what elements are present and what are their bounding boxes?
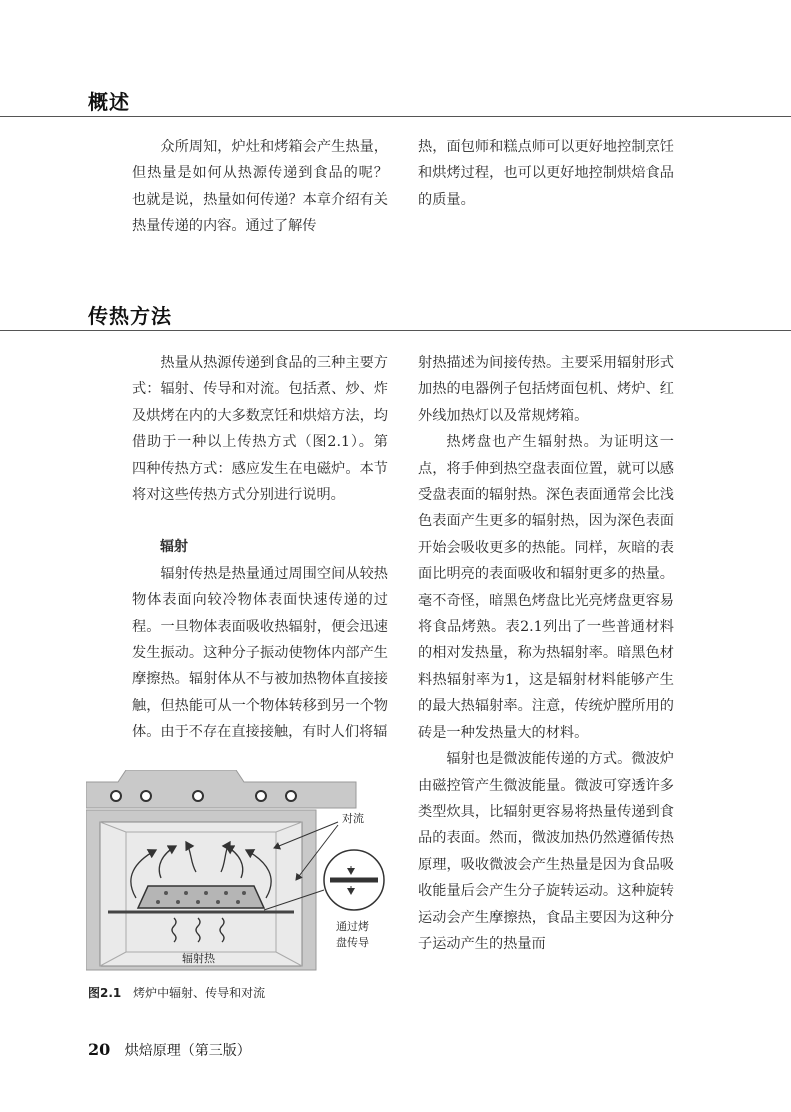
- heading-rule: [0, 116, 791, 117]
- section-heading-overview: 概述: [88, 90, 130, 114]
- conduction-label-line2: 盘传导: [336, 936, 369, 949]
- oven-heat-transfer-figure: [86, 770, 396, 975]
- overview-right-column: [418, 134, 674, 213]
- figure-caption: [88, 984, 265, 1001]
- overview-left-column: [132, 134, 388, 240]
- right-paragraph-1: 射热描述为间接传热。主要采用辐射形式加热的电器例子包括烤面包机、烤炉、红外线加热灯以及常规烤箱。: [418, 355, 674, 424]
- section-heading-heat-transfer: 传热方法: [88, 304, 172, 328]
- radiation-label: 辐射热: [182, 952, 215, 965]
- page-footer: [88, 1040, 251, 1060]
- figure-caption-text: 烤炉中辐射、传导和对流: [133, 986, 266, 1000]
- heat-transfer-right-column: [418, 350, 674, 957]
- radiation-paragraph: 辐射传热是热量通过周围空间从较热物体表面向较冷物体表面快速传递的过程。一旦物体表面吸收热辐射，便会迅速发生振动。这种分子振动使物体内部产生摩擦热。辐射体从不与被加热物体直接接触，但热能可从一个物体转移到另一个物体。由于不存在直接接触，有时人们将辐: [132, 565, 388, 741]
- figure-caption-number: 图2.1: [88, 986, 122, 1000]
- heading-rule: [0, 330, 791, 331]
- overview-paragraph-right: 热，面包师和糕点师可以更好地控制烹饪和烘烤过程，也可以更好地控制烘焙食品的质量。: [418, 139, 674, 208]
- book-title: 烘焙原理（第三版）: [124, 1043, 251, 1059]
- page-number: 20: [88, 1040, 111, 1059]
- baking-pan: [138, 886, 264, 908]
- right-paragraph-3: 辐射也是微波能传递的方式。微波炉由磁控管产生微波能量。微波可穿透许多类型炊具，比辐射更容易将热量传递到食品的表面。然而，微波加热仍然遵循传热原理，吸收微波会产生热量是因为食品吸收能量后会产生分子旋转运动。这种旋转运动会产生摩擦热，食品主要因为这种分子运动产生的热量而: [418, 751, 674, 952]
- oven-top-panel: [86, 770, 356, 808]
- right-paragraph-2: 热烤盘也产生辐射热。为证明这一点，将手伸到热空盘表面位置，就可以感受盘表面的辐射热。深色表面通常会比浅色表面产生更多的辐射热，因为深色表面开始会吸收更多的热能。同样，灰暗的表面比明亮的表面吸收和辐射更多的热量。毫不奇怪，暗黑色烤盘比光亮烤盘更容易将食品烤熟。表2.1列出了一些普通材料的相对发热量，称为热辐射率。暗黑色材料热辐射率为1，这是辐射材料能够产生的最大热辐射率。注意，传统炉膛所用的砖是一种发热量大的材料。: [418, 434, 674, 741]
- conduction-label-line1: 通过烤: [336, 920, 369, 933]
- overview-paragraph-left: 众所周知，炉灶和烤箱会产生热量，但热量是如何从热源传递到食品的呢？ 也就是说，热量如何传递？本章介绍有关热量传递的内容。通过了解传: [132, 139, 388, 235]
- subheading-radiation: 辐射: [160, 539, 188, 556]
- heat-transfer-left-column: [132, 350, 388, 746]
- intro-paragraph: 热量从热源传递到食品的三种主要方式：辐射、传导和对流。包括煮、炒、炸及烘烤在内的大多数烹饪和烘焙方法，均借助于一种以上传热方式（图2.1）。第四种传热方式：感应发生在电磁炉。本节将对这些传热方式分别进行说明。: [132, 355, 388, 504]
- convection-label: 对流: [342, 812, 364, 825]
